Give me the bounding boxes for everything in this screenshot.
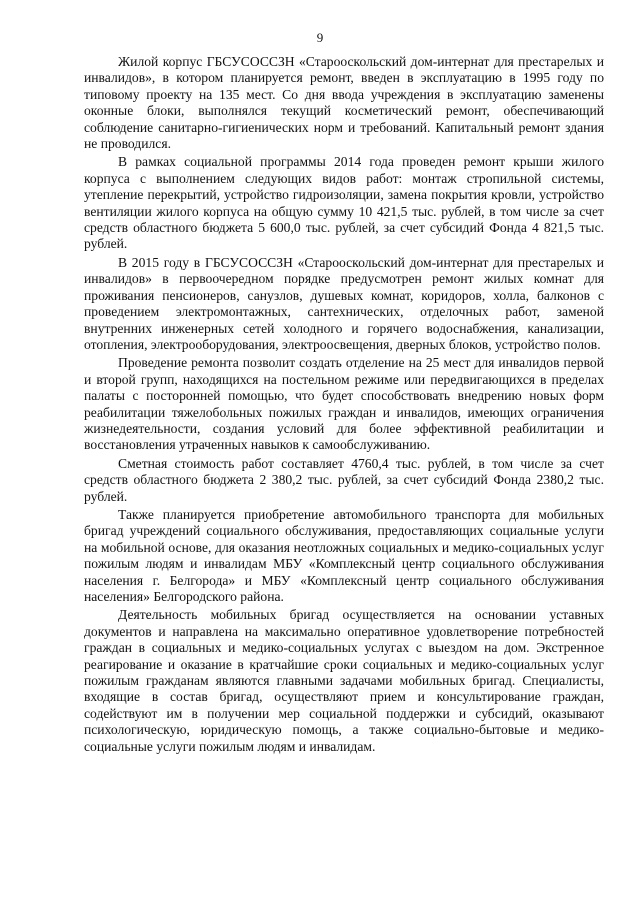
page-number: 9 — [316, 30, 324, 45]
paragraph-repair-outcome: Проведение ремонта позволит создать отделение на 25 мест для инвалидов первой и второй групп, находящихся на постельном режиме или передвигающихся в пределах палаты с посторонней помощью, что будет способствовать внедрению новых форм реабилитации тяжелобольных пожилых граждан и инвалидов, имеющих ограничения жизнедеятельности, создания условий для более эффективной реабилитации и восстановления утраченных навыков к самообслуживанию. — [84, 355, 604, 453]
paragraph-mobile-brigades: Деятельность мобильных бригад осуществляется на основании уставных документов и направлена на максимально оперативное удовлетворение потребностей граждан в социальных и медико-социальных услугах с выездом на дом. Экстренное реагирование и оказание в кратчайшие сроки социальных и медико-социальных услуг пожилым гражданам являются главными задачами мобильных бригад. Специалисты, входящие в состав бригад, осуществляют прием и консультирование граждан, содействуют им в получении мер социальной поддержки и субсидий, оказывают психологическую, юридическую помощь, а также социально-бытовые и медико-социальные услуги пожилым людям и инвалидам. — [84, 607, 604, 754]
paragraph-estimated-cost: Сметная стоимость работ составляет 4760,4 тыс. рублей, в том числе за счет средств областного бюджета 2 380,2 тыс. рублей, за счет субсидий Фонда 2380,2 тыс. рублей. — [84, 455, 604, 504]
paragraph-roof-repair-2014: В рамках социальной программы 2014 года проведен ремонт крыши жилого корпуса с выполнением следующих видов работ: монтаж стропильной системы, утепление перекрытий, устройство гидроизоляции, замена покрытия кровли, устройство вентиляции жилого корпуса на общую сумму 10 421,5 тыс. рублей, в том числе за счет средств областного бюджета 5 600,0 тыс. рублей, за счет субсидий Фонда 4 821,5 тыс. рублей. — [84, 154, 604, 252]
paragraph-repair-plan-2015: В 2015 году в ГБСУСОССЗН «Старооскольский дом-интернат для престарелых и инвалидов» в первоочередном порядке предусмотрен ремонт жилых комнат для проживания пенсионеров, санузлов, душевых комнат, коридоров, холла, балконов с проведением электромонтажных, сантехнических, отделочных работ, заменой внутренних инженерных сетей холодного и горячего водоснабжения, канализации, отопления, электрооборудования, электроосвещения, дверных блоков, устройство полов. — [84, 254, 604, 352]
paragraph-building-history: Жилой корпус ГБСУСОССЗН «Старооскольский дом-интернат для престарелых и инвалидов», в котором планируется ремонт, введен в эксплуатацию в 1995 году по типовому проекту на 135 мест. Со дня ввода учреждения в эксплуатацию заменены оконные блоки, выполнялся текущий косметический ремонт, обеспечивающий соблюдение санитарно-гигиенических норм и требований. Капитальный ремонт здания не проводился. — [84, 54, 604, 152]
paragraph-mobile-transport: Также планируется приобретение автомобильного транспорта для мобильных бригад учреждений социального обслуживания, предоставляющих социальные услуги на мобильной основе, для оказания неотложных социальных и медико-социальных услуг пожилым людям и инвалидам МБУ «Комплексный центр социального обслуживания населения г. Белгорода» и МБУ «Комплексный центр социального обслуживания населения» Белгородского района. — [84, 506, 604, 604]
